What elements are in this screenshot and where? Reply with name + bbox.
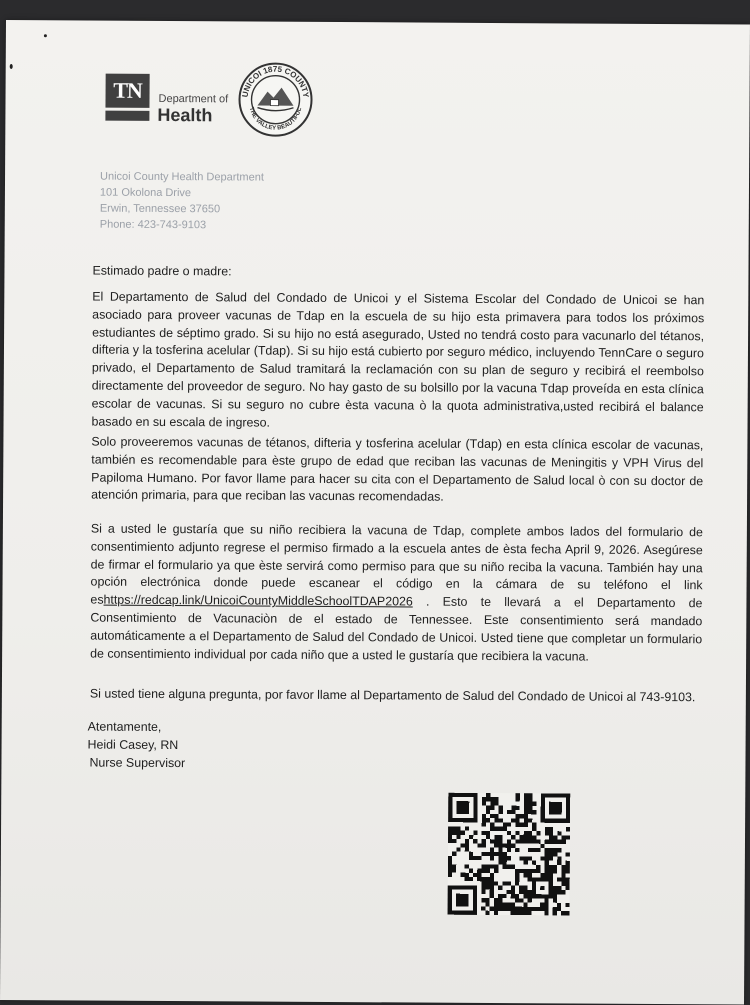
svg-text:UNICOI 1875 COUNTY: UNICOI 1875 COUNTY [240, 64, 311, 99]
consent-link[interactable]: https://redcap.link/UnicoiCountyMiddleSchoolTDAP2026 [103, 592, 413, 609]
signer-title: Nurse Supervisor [89, 755, 186, 771]
paper-speck [44, 34, 47, 37]
tn-logo-bar [105, 111, 149, 121]
paragraph-4: Si usted tiene alguna pregunta, por favor llame al Departamento de Salud del Condado de Unicoi al 743-9103. [89, 686, 696, 705]
paragraph-1: El Departamento de Salud del Condado de Unicoi y el Sistema Escolar del Condado de Unicoi se han asociado para proveer vacunas de Tdap en la escuela de su hijo esta primavera para todos los próximos estudiantes de séptimo grado. Si su hijo no está asegurado, Usted no tendrá costo para vacunarlo del tétanos, difteria y la tosferina acelular (Tdap). Si su hijo está cubierto por seguro médico, incluyendo TennCare o seguro privado, el Departamento de Salud tramitará la reclamación con su plan de seguro y recibirá el reembolso directamente del proveedor de seguro. No hay gasto de su bolsillo por la vacuna Tdap proveída en esta clínica escolar de vacunas. Si su seguro no cubre èsta vacuna ò la quota administrativa,usted recibirá el balance basado en su escala de ingreso. [91, 289, 705, 430]
qr-code-icon[interactable] [448, 793, 571, 916]
paragraph-3 [90, 521, 703, 667]
department-of-label: Department of [158, 92, 229, 106]
health-label: Health [157, 104, 213, 126]
unicoi-county-seal-icon [237, 61, 313, 137]
signer-name: Heidi Casey, RN [87, 737, 179, 753]
svg-text:THE VALLEY BEAUTIFUL: THE VALLEY BEAUTIFUL [247, 106, 304, 132]
closing: Atentamente, [87, 719, 162, 734]
greeting: Estimado padre o madre: [92, 263, 232, 279]
paragraph-3-text-end: . Esto te llevará a el Departamento de Consentimiento de Vacunaciòn de el estado de Tennessee. Este consentimiento será mandado automáticamente a el Departamento de Salud del Condado de Unicoi. Usted tiene que completar un formulario de consentimiento individual por cada niño que a usted le gustaría que recibiera la vacuna. [90, 594, 703, 664]
tn-logo: TN [105, 74, 149, 108]
address-line-3: Erwin, Tennessee 37650 [99, 202, 221, 216]
paragraph-2: Solo proveeremos vacunas de tétanos, difteria y tosferina acelular (Tdap) en esta clínica escolar de vacunas, también es recomendable para èste grupo de edad que reciban las vacunas de Meningitis y VPH Virus del Papiloma Humano. Por favor llame para hacer su cita con el Departamento de Salud local ò con su doctor de atención primaria, para que reciban las vacunas recomendadas. [91, 434, 704, 505]
address-line-2: 101 Okolona Drive [99, 186, 192, 200]
paragraph-3-text: Si a usted le gustaría que su niño recibiera la vacuna de Tdap, complete ambos lados del formulario de consentimiento adjunto regrese el permiso firmado a la escuela antes de èsta fecha April 9, 2026. Asegúrese de firmar el formulario ya que èste servirá como permiso para que su niño reciba la vacuna. También hay una opción electrónica donde puede escanear el código en la cámara de su teléfono el link es [90, 521, 703, 607]
signature-block [87, 718, 185, 773]
address-phone: Phone: 423-743-9103 [99, 218, 207, 232]
address-line-1: Unicoi County Health Department [100, 170, 264, 184]
sender-address [100, 169, 264, 234]
paper-speck [10, 64, 13, 69]
letter-page [0, 20, 750, 1005]
